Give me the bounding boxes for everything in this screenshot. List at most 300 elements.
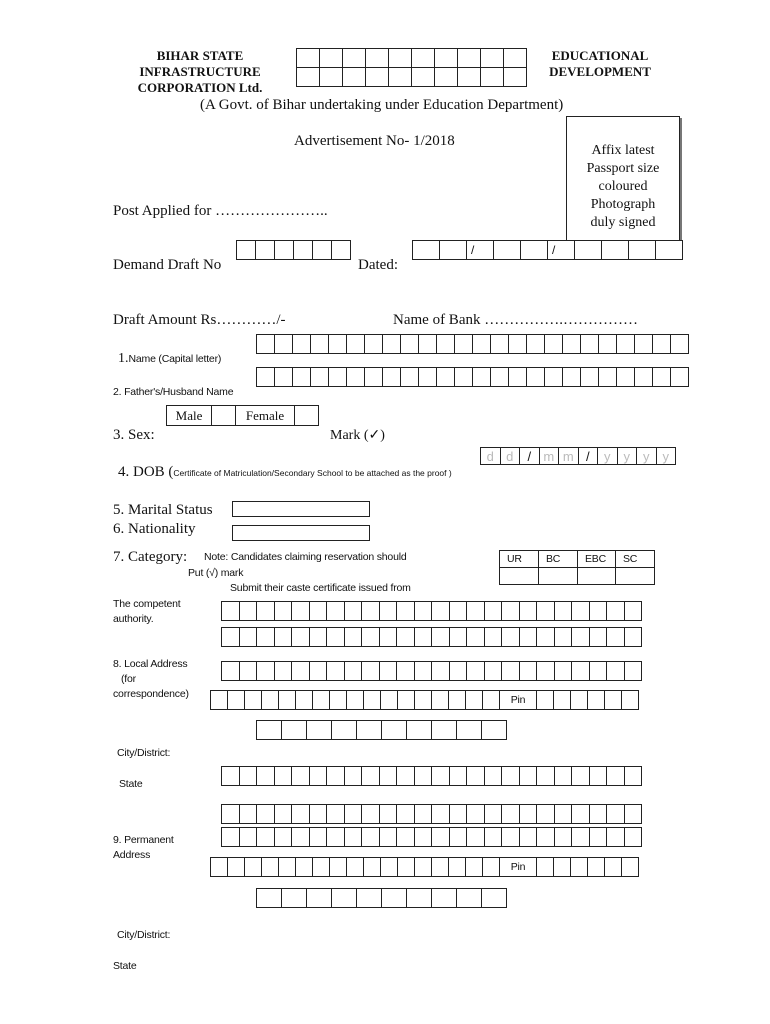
- grid-cell[interactable]: [431, 661, 450, 681]
- grid-cell[interactable]: [449, 627, 468, 647]
- grid-cell[interactable]: [274, 601, 293, 621]
- grid-cell[interactable]: [292, 367, 311, 387]
- grid-cell[interactable]: [624, 661, 643, 681]
- grid-cell[interactable]: [221, 766, 240, 786]
- grid-cell[interactable]: [278, 857, 296, 877]
- grid-cell[interactable]: [652, 334, 671, 354]
- grid-cell[interactable]: [431, 827, 450, 847]
- grid-cell[interactable]: [466, 804, 485, 824]
- grid-cell[interactable]: [319, 48, 343, 68]
- grid-cell[interactable]: [604, 690, 622, 710]
- grid-cell[interactable]: [344, 804, 363, 824]
- grid-cell[interactable]: [571, 804, 590, 824]
- grid-cell[interactable]: [536, 827, 555, 847]
- grid-cell[interactable]: [414, 766, 433, 786]
- grid-cell[interactable]: [431, 601, 450, 621]
- grid-cell[interactable]: [589, 804, 608, 824]
- grid-cell[interactable]: [406, 720, 432, 740]
- grid-cell[interactable]: [326, 601, 345, 621]
- dob-cell[interactable]: [656, 447, 677, 465]
- nationality-input[interactable]: [232, 525, 370, 541]
- header-code-grid[interactable]: [296, 48, 527, 87]
- permanent-address-boxes[interactable]: [210, 857, 500, 877]
- grid-cell[interactable]: [606, 804, 625, 824]
- grid-cell[interactable]: [436, 367, 455, 387]
- grid-cell[interactable]: [329, 857, 347, 877]
- grid-cell[interactable]: [309, 804, 328, 824]
- grid-cell[interactable]: [624, 804, 643, 824]
- grid-cell[interactable]: [536, 601, 555, 621]
- grid-cell[interactable]: [562, 367, 581, 387]
- grid-cell[interactable]: [328, 334, 347, 354]
- grid-cell[interactable]: [379, 627, 398, 647]
- grid-cell[interactable]: [482, 690, 500, 710]
- grid-cell[interactable]: [396, 766, 415, 786]
- grid-cell[interactable]: [589, 601, 608, 621]
- local-address-boxes[interactable]: [210, 690, 500, 710]
- grid-cell[interactable]: [331, 240, 351, 260]
- dob-cell[interactable]: [636, 447, 657, 465]
- grid-cell[interactable]: [344, 601, 363, 621]
- grid-cell[interactable]: [346, 334, 365, 354]
- grid-cell[interactable]: [466, 601, 485, 621]
- grid-cell[interactable]: [616, 367, 635, 387]
- grid-cell[interactable]: [414, 857, 432, 877]
- marital-status-input[interactable]: [232, 501, 370, 517]
- grid-cell[interactable]: [328, 367, 347, 387]
- grid-cell[interactable]: [481, 888, 507, 908]
- category-checkbox-bc[interactable]: [538, 567, 578, 585]
- local-address-pin-row[interactable]: [210, 690, 639, 710]
- photo-box[interactable]: [566, 116, 680, 245]
- grid-cell[interactable]: [221, 804, 240, 824]
- grid-cell[interactable]: [589, 661, 608, 681]
- city-district-boxes[interactable]: [256, 720, 507, 740]
- grid-cell[interactable]: [274, 240, 294, 260]
- grid-cell[interactable]: [501, 766, 520, 786]
- grid-cell[interactable]: [484, 661, 503, 681]
- grid-cell[interactable]: [431, 720, 457, 740]
- grid-cell[interactable]: [380, 857, 398, 877]
- grid-cell[interactable]: [309, 661, 328, 681]
- grid-cell[interactable]: [256, 804, 275, 824]
- grid-cell[interactable]: [379, 661, 398, 681]
- grid-cell[interactable]: [256, 661, 275, 681]
- grid-cell[interactable]: [295, 690, 313, 710]
- grid-cell[interactable]: [274, 661, 293, 681]
- grid-cell[interactable]: [239, 661, 258, 681]
- grid-cell[interactable]: [365, 48, 389, 68]
- grid-cell[interactable]: [414, 690, 432, 710]
- grid-cell[interactable]: [227, 857, 245, 877]
- grid-cell[interactable]: [434, 48, 458, 68]
- grid-cell[interactable]: [210, 690, 228, 710]
- grid-cell[interactable]: [454, 367, 473, 387]
- grid-cell[interactable]: [406, 888, 432, 908]
- grid-cell[interactable]: [554, 827, 573, 847]
- grid-cell[interactable]: [361, 804, 380, 824]
- grid-cell[interactable]: [312, 857, 330, 877]
- grid-cell[interactable]: [606, 827, 625, 847]
- grid-cell[interactable]: [312, 240, 332, 260]
- grid-cell[interactable]: [221, 601, 240, 621]
- male-checkbox[interactable]: [211, 405, 236, 426]
- grid-cell[interactable]: [508, 334, 527, 354]
- grid-cell[interactable]: [457, 48, 481, 68]
- grid-cell[interactable]: [519, 627, 538, 647]
- grid-cell[interactable]: [519, 804, 538, 824]
- grid-cell[interactable]: [274, 766, 293, 786]
- sex-options[interactable]: [166, 405, 319, 426]
- dob-cell[interactable]: [480, 447, 501, 465]
- grid-cell[interactable]: [274, 334, 293, 354]
- grid-cell[interactable]: [239, 627, 258, 647]
- grid-cell[interactable]: [310, 367, 329, 387]
- grid-cell[interactable]: [342, 67, 366, 87]
- grid-cell[interactable]: [396, 827, 415, 847]
- grid-cell[interactable]: [519, 766, 538, 786]
- grid-cell[interactable]: [562, 334, 581, 354]
- grid-cell[interactable]: [448, 857, 466, 877]
- grid-cell[interactable]: [606, 627, 625, 647]
- grid-cell[interactable]: [526, 334, 545, 354]
- dob-cell[interactable]: [617, 447, 638, 465]
- grid-cell[interactable]: [331, 888, 357, 908]
- grid-cell[interactable]: [456, 888, 482, 908]
- permanent-address-boxes[interactable]: [221, 827, 642, 847]
- grid-cell[interactable]: [606, 601, 625, 621]
- grid-cell[interactable]: [309, 627, 328, 647]
- grid-cell[interactable]: [508, 367, 527, 387]
- grid-cell[interactable]: [331, 720, 357, 740]
- grid-cell[interactable]: [484, 601, 503, 621]
- category-checkbox-ur[interactable]: [499, 567, 539, 585]
- grid-cell[interactable]: [380, 690, 398, 710]
- grid-cell[interactable]: [634, 367, 653, 387]
- grid-cell[interactable]: [309, 601, 328, 621]
- grid-cell[interactable]: [344, 627, 363, 647]
- grid-cell[interactable]: [361, 601, 380, 621]
- grid-cell[interactable]: [465, 690, 483, 710]
- grid-cell[interactable]: [466, 627, 485, 647]
- dated-boxes[interactable]: [412, 240, 683, 260]
- grid-cell[interactable]: [397, 857, 415, 877]
- grid-cell[interactable]: [412, 240, 440, 260]
- grid-cell[interactable]: [439, 240, 467, 260]
- grid-cell[interactable]: [480, 67, 504, 87]
- grid-cell[interactable]: [465, 857, 483, 877]
- pin-boxes[interactable]: [536, 857, 639, 877]
- grid-cell[interactable]: [431, 804, 450, 824]
- grid-cell[interactable]: [589, 627, 608, 647]
- grid-cell[interactable]: [274, 804, 293, 824]
- grid-cell[interactable]: [344, 827, 363, 847]
- grid-cell[interactable]: [589, 827, 608, 847]
- grid-cell[interactable]: [616, 334, 635, 354]
- grid-cell[interactable]: [239, 766, 258, 786]
- grid-cell[interactable]: [239, 804, 258, 824]
- grid-cell[interactable]: [396, 804, 415, 824]
- grid-cell[interactable]: [255, 240, 275, 260]
- grid-cell[interactable]: [388, 48, 412, 68]
- grid-cell[interactable]: [396, 661, 415, 681]
- grid-cell[interactable]: [621, 690, 639, 710]
- grid-cell[interactable]: [449, 601, 468, 621]
- grid-cell[interactable]: [256, 627, 275, 647]
- grid-cell[interactable]: [520, 240, 548, 260]
- grid-cell[interactable]: [346, 367, 365, 387]
- grid-cell[interactable]: [554, 766, 573, 786]
- grid-cell[interactable]: [536, 627, 555, 647]
- grid-cell[interactable]: [326, 766, 345, 786]
- grid-cell[interactable]: [244, 857, 262, 877]
- grid-cell[interactable]: [361, 627, 380, 647]
- grid-cell[interactable]: [501, 627, 520, 647]
- grid-cell[interactable]: [480, 48, 504, 68]
- grid-cell[interactable]: [291, 661, 310, 681]
- grid-cell[interactable]: [326, 827, 345, 847]
- grid-cell[interactable]: [400, 367, 419, 387]
- name-boxes[interactable]: [256, 334, 689, 354]
- grid-cell[interactable]: [236, 240, 256, 260]
- grid-cell[interactable]: [670, 334, 689, 354]
- grid-cell[interactable]: [434, 67, 458, 87]
- grid-cell[interactable]: [326, 661, 345, 681]
- grid-cell[interactable]: [361, 827, 380, 847]
- grid-cell[interactable]: [381, 720, 407, 740]
- grid-cell[interactable]: [472, 334, 491, 354]
- grid-cell[interactable]: [363, 690, 381, 710]
- grid-cell[interactable]: [456, 720, 482, 740]
- grid-cell[interactable]: [365, 67, 389, 87]
- grid-cell[interactable]: [411, 48, 435, 68]
- grid-cell[interactable]: [553, 857, 571, 877]
- grid-cell[interactable]: [482, 857, 500, 877]
- grid-cell[interactable]: [570, 857, 588, 877]
- grid-cell[interactable]: [312, 690, 330, 710]
- grid-cell[interactable]: [624, 601, 643, 621]
- grid-cell[interactable]: [554, 661, 573, 681]
- grid-cell[interactable]: [536, 661, 555, 681]
- grid-cell[interactable]: [379, 827, 398, 847]
- grid-cell[interactable]: [309, 766, 328, 786]
- grid-cell[interactable]: [580, 367, 599, 387]
- grid-cell[interactable]: [414, 601, 433, 621]
- grid-cell[interactable]: [239, 601, 258, 621]
- grid-cell[interactable]: [291, 601, 310, 621]
- grid-cell[interactable]: [379, 601, 398, 621]
- grid-cell[interactable]: [221, 627, 240, 647]
- permanent-address-boxes[interactable]: [221, 804, 642, 824]
- grid-cell[interactable]: [256, 827, 275, 847]
- grid-cell[interactable]: [606, 766, 625, 786]
- grid-cell[interactable]: [655, 240, 683, 260]
- city-district-boxes[interactable]: [256, 888, 507, 908]
- grid-cell[interactable]: [291, 827, 310, 847]
- grid-cell[interactable]: [544, 367, 563, 387]
- grid-cell[interactable]: [571, 766, 590, 786]
- grid-cell[interactable]: [414, 804, 433, 824]
- grid-cell[interactable]: [244, 690, 262, 710]
- grid-cell[interactable]: [256, 334, 275, 354]
- grid-cell[interactable]: [363, 857, 381, 877]
- grid-cell[interactable]: [587, 690, 605, 710]
- grid-cell[interactable]: [239, 827, 258, 847]
- category-checkbox-ebc[interactable]: [577, 567, 616, 585]
- grid-cell[interactable]: [431, 857, 449, 877]
- grid-cell[interactable]: [553, 690, 571, 710]
- grid-cell[interactable]: [344, 766, 363, 786]
- grid-cell[interactable]: [484, 804, 503, 824]
- grid-cell[interactable]: [296, 48, 320, 68]
- grid-cell[interactable]: [624, 766, 643, 786]
- grid-cell[interactable]: [536, 690, 554, 710]
- grid-cell[interactable]: [466, 827, 485, 847]
- grid-cell[interactable]: [431, 888, 457, 908]
- grid-cell[interactable]: [396, 601, 415, 621]
- grid-cell[interactable]: [571, 601, 590, 621]
- grid-cell[interactable]: [418, 334, 437, 354]
- grid-cell[interactable]: [598, 334, 617, 354]
- dob-cell[interactable]: [597, 447, 618, 465]
- grid-cell[interactable]: [221, 827, 240, 847]
- grid-cell[interactable]: [274, 827, 293, 847]
- grid-cell[interactable]: [356, 720, 382, 740]
- demand-draft-boxes[interactable]: [236, 240, 351, 260]
- grid-cell[interactable]: [382, 367, 401, 387]
- grid-cell[interactable]: [397, 690, 415, 710]
- grid-cell[interactable]: [484, 766, 503, 786]
- grid-cell[interactable]: [624, 827, 643, 847]
- grid-cell[interactable]: [418, 367, 437, 387]
- grid-cell[interactable]: [449, 804, 468, 824]
- grid-cell[interactable]: [364, 367, 383, 387]
- permanent-address-pin-row[interactable]: [210, 857, 639, 877]
- grid-cell[interactable]: [361, 766, 380, 786]
- grid-cell[interactable]: [481, 720, 507, 740]
- grid-cell[interactable]: [296, 67, 320, 87]
- grid-cell[interactable]: [598, 367, 617, 387]
- grid-cell[interactable]: [554, 601, 573, 621]
- grid-cell[interactable]: [431, 766, 450, 786]
- grid-cell[interactable]: [490, 367, 509, 387]
- grid-cell[interactable]: [571, 627, 590, 647]
- grid-cell[interactable]: [400, 334, 419, 354]
- caste-authority-boxes[interactable]: [221, 601, 642, 621]
- grid-cell[interactable]: [256, 367, 275, 387]
- dob-cell[interactable]: [500, 447, 521, 465]
- grid-cell[interactable]: [344, 661, 363, 681]
- grid-cell[interactable]: [281, 720, 307, 740]
- grid-cell[interactable]: [414, 627, 433, 647]
- grid-cell[interactable]: [670, 367, 689, 387]
- grid-cell[interactable]: [256, 601, 275, 621]
- grid-cell[interactable]: [466, 766, 485, 786]
- state-boxes[interactable]: [221, 766, 642, 786]
- grid-cell[interactable]: [519, 601, 538, 621]
- grid-cell[interactable]: [379, 766, 398, 786]
- caste-authority-boxes[interactable]: [221, 627, 642, 647]
- grid-cell[interactable]: [493, 240, 521, 260]
- grid-cell[interactable]: [221, 661, 240, 681]
- category-table[interactable]: [499, 550, 655, 585]
- grid-cell[interactable]: [624, 627, 643, 647]
- grid-cell[interactable]: [356, 888, 382, 908]
- grid-cell[interactable]: [326, 804, 345, 824]
- grid-cell[interactable]: [274, 627, 293, 647]
- grid-cell[interactable]: [309, 827, 328, 847]
- grid-cell[interactable]: [449, 827, 468, 847]
- grid-cell[interactable]: [587, 857, 605, 877]
- grid-cell[interactable]: [431, 627, 450, 647]
- grid-cell[interactable]: [278, 690, 296, 710]
- grid-cell[interactable]: [306, 720, 332, 740]
- grid-cell[interactable]: [554, 627, 573, 647]
- grid-cell[interactable]: [227, 690, 245, 710]
- grid-cell[interactable]: [329, 690, 347, 710]
- grid-cell[interactable]: [501, 827, 520, 847]
- local-address-boxes[interactable]: [221, 661, 642, 681]
- grid-cell[interactable]: [501, 661, 520, 681]
- grid-cell[interactable]: [342, 48, 366, 68]
- grid-cell[interactable]: [501, 804, 520, 824]
- grid-cell[interactable]: [448, 690, 466, 710]
- grid-cell[interactable]: [519, 661, 538, 681]
- grid-cell[interactable]: [449, 766, 468, 786]
- grid-cell[interactable]: [571, 827, 590, 847]
- grid-cell[interactable]: [346, 857, 364, 877]
- grid-cell[interactable]: [536, 804, 555, 824]
- grid-cell[interactable]: [472, 367, 491, 387]
- grid-cell[interactable]: [454, 334, 473, 354]
- grid-cell[interactable]: [589, 766, 608, 786]
- dob-cell[interactable]: [558, 447, 579, 465]
- grid-cell[interactable]: [536, 857, 554, 877]
- grid-cell[interactable]: [574, 240, 602, 260]
- grid-cell[interactable]: [466, 661, 485, 681]
- grid-cell[interactable]: [319, 67, 343, 87]
- grid-cell[interactable]: [256, 720, 282, 740]
- grid-cell[interactable]: [652, 367, 671, 387]
- grid-cell[interactable]: [346, 690, 364, 710]
- grid-cell[interactable]: [261, 857, 279, 877]
- grid-cell[interactable]: [621, 857, 639, 877]
- grid-cell[interactable]: [379, 804, 398, 824]
- grid-cell[interactable]: [571, 661, 590, 681]
- grid-cell[interactable]: [381, 888, 407, 908]
- grid-cell[interactable]: [388, 67, 412, 87]
- grid-cell[interactable]: [503, 48, 527, 68]
- grid-cell[interactable]: [291, 766, 310, 786]
- grid-cell[interactable]: [554, 804, 573, 824]
- grid-cell[interactable]: [414, 827, 433, 847]
- grid-cell[interactable]: [364, 334, 383, 354]
- grid-cell[interactable]: [291, 804, 310, 824]
- grid-cell[interactable]: [414, 661, 433, 681]
- grid-cell[interactable]: [310, 334, 329, 354]
- grid-cell[interactable]: [274, 367, 293, 387]
- grid-cell[interactable]: [490, 334, 509, 354]
- grid-cell[interactable]: [501, 601, 520, 621]
- female-checkbox[interactable]: [294, 405, 319, 426]
- grid-cell[interactable]: [361, 661, 380, 681]
- dob-boxes[interactable]: [480, 447, 676, 465]
- grid-cell[interactable]: [634, 334, 653, 354]
- grid-cell[interactable]: [436, 334, 455, 354]
- grid-cell[interactable]: [411, 67, 435, 87]
- grid-cell[interactable]: [293, 240, 313, 260]
- grid-cell[interactable]: [570, 690, 588, 710]
